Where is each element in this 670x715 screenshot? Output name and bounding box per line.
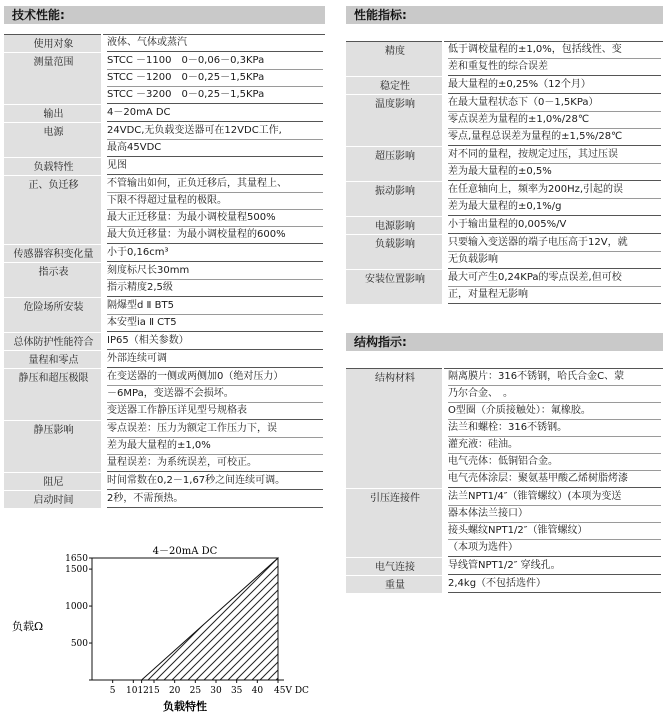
- technical-performance-section: [4, 6, 325, 509]
- spec-value-line: IP65（相关参数）: [107, 333, 323, 350]
- spec-row: [346, 558, 663, 576]
- spec-value-line: （本项为选件）: [448, 540, 661, 557]
- spec-value-line: 灌充液：硅油。: [448, 437, 661, 454]
- spec-label: 传感器容积变化量: [4, 245, 102, 263]
- spec-row: [4, 158, 325, 176]
- spec-value-line: 法兰和螺栓：316不锈钢。: [448, 420, 661, 437]
- spec-value-line: 4－20mA DC: [107, 105, 323, 122]
- spec-row: [346, 235, 663, 270]
- spec-row: [4, 298, 325, 333]
- spec-row: [4, 263, 325, 298]
- performance-index-title: 性能指标:: [346, 6, 663, 24]
- spec-row: [4, 53, 325, 105]
- spec-label: 指示表: [4, 263, 102, 298]
- x-tick-label: 25: [189, 686, 202, 696]
- spec-value-line: 对不同的量程，按规定过压，其过压误: [448, 147, 661, 164]
- technical-performance-table: [4, 34, 325, 509]
- spec-value-line: 2,4kg（不包括选件）: [448, 576, 661, 593]
- spec-row: [346, 489, 663, 558]
- spec-label: 电源影响: [346, 217, 443, 235]
- spec-value-line: 电气壳体：低铜铝合金。: [448, 454, 661, 471]
- y-tick-label: 1500: [65, 565, 88, 576]
- spec-value: [102, 35, 325, 53]
- spec-label: 重量: [346, 576, 443, 594]
- spec-value-line: 小于0,16cm³: [107, 245, 323, 262]
- chart-title: 4－20mA DC: [152, 546, 218, 557]
- spec-row: [4, 123, 325, 158]
- y-tick-label: 1000: [65, 602, 88, 613]
- spec-value-line: 在变送器的一侧或两侧加0（绝对压力）: [107, 369, 323, 386]
- spec-value-line: 小于输出量程的0,005%/V: [448, 217, 661, 234]
- spec-value-line: 隔爆型d Ⅱ BT5: [107, 298, 323, 315]
- spec-value: [443, 95, 663, 147]
- spec-value-line: 在最大量程状态下（0－1,5KPa）: [448, 95, 661, 112]
- spec-value-line: 时间常数在0,2－1,67秒之间连续可调。: [107, 473, 323, 490]
- spec-row: [4, 421, 325, 473]
- spec-value-line: 差为最大量程的±0,1%/g: [448, 199, 661, 216]
- x-axis-label: 负载特性: [163, 700, 207, 713]
- spec-value-line: 只要输入变送器的端子电压高于12V，就: [448, 235, 661, 252]
- spec-value: [443, 235, 663, 270]
- spec-value-line: 零点误差为量程的±1,0%/28℃: [448, 112, 661, 129]
- spec-label: 电气连接: [346, 558, 443, 576]
- technical-performance-title: 技术性能:: [4, 6, 325, 24]
- spec-value: [443, 42, 663, 77]
- spec-value: [102, 176, 325, 245]
- x-tick-label: 1012: [126, 686, 149, 696]
- x-tick-label: 40: [251, 686, 264, 696]
- spec-value-line: 最大正迁移量：为最小调校量程500%: [107, 210, 323, 227]
- spec-value-line: 刻度标尺长30mm: [107, 263, 323, 280]
- spec-value-line: 不管输出如何，正负迁移后，其量程上、: [107, 176, 323, 193]
- structure-table: [346, 368, 663, 594]
- spec-value-line: 乃尔合金、 。: [448, 386, 661, 403]
- spec-row: [4, 369, 325, 421]
- spec-value: [443, 270, 663, 305]
- performance-index-section: [346, 6, 663, 305]
- spec-value-line: 最高45VDC: [107, 140, 323, 157]
- spec-value: [443, 147, 663, 182]
- spec-value-line: 最大量程的±0,25%（12个月）: [448, 77, 661, 94]
- spec-row: [346, 95, 663, 147]
- spec-value-line: 器本体法兰接口）: [448, 506, 661, 523]
- spec-label: 结构材料: [346, 369, 443, 489]
- spec-row: [4, 35, 325, 53]
- spec-value-line: 2秒，不需预热。: [107, 491, 323, 508]
- spec-value: [443, 489, 663, 558]
- spec-value: [102, 421, 325, 473]
- x-tick-label: 35: [230, 686, 243, 696]
- spec-label: 精度: [346, 42, 443, 77]
- spec-row: [4, 333, 325, 351]
- spec-value: [102, 351, 325, 369]
- spec-value-line: 零点,量程总误差为量程的±1,5%/28℃: [448, 129, 661, 146]
- spec-row: [346, 147, 663, 182]
- spec-label: 正、负迁移: [4, 176, 102, 245]
- spec-value: [443, 182, 663, 217]
- spec-value-line: 量程误差：为系统误差，可校正。: [107, 455, 323, 472]
- spec-value-line: 接头螺纹NPT1/2″（锥管螺纹）: [448, 523, 661, 540]
- spec-value: [443, 217, 663, 235]
- spec-value-line: －6MPa，变送器不会损坏。: [107, 386, 323, 403]
- structure-title: 结构指示:: [346, 333, 663, 351]
- spec-row: [346, 217, 663, 235]
- spec-value: [102, 263, 325, 298]
- spec-label: 阻尼: [4, 473, 102, 491]
- operating-region: [142, 558, 278, 680]
- spec-label: 危险场所安装: [4, 298, 102, 333]
- spec-row: [4, 176, 325, 245]
- spec-value-line: 无负载影响: [448, 252, 661, 269]
- spec-value-line: 本安型ia Ⅱ CT5: [107, 315, 323, 332]
- x-tick-label: 30: [210, 686, 222, 696]
- spec-value: [443, 369, 663, 489]
- spec-value-line: 零点误差：压力为额定工作压力下，误: [107, 421, 323, 438]
- x-tick-label: 5: [109, 686, 116, 696]
- spec-value-line: 指示精度2,5级: [107, 280, 323, 297]
- spec-value: [102, 473, 325, 491]
- spec-value-line: STCC －1200 0－0,25－1,5KPa: [107, 70, 323, 87]
- spec-label: 量程和零点: [4, 351, 102, 369]
- spec-value: [102, 123, 325, 158]
- spec-value: [102, 298, 325, 333]
- spec-value-line: 正，对量程无影响: [448, 287, 661, 304]
- load-characteristic-chart: [0, 540, 330, 715]
- spec-value-line: 最大负迁移量：为最小调校量程的600%: [107, 227, 323, 244]
- structure-section: [346, 333, 663, 594]
- spec-value: [102, 105, 325, 123]
- right-column: [346, 6, 663, 594]
- spec-label: 温度影响: [346, 95, 443, 147]
- x-tick-label: 45V DC: [274, 686, 309, 696]
- spec-value: [443, 576, 663, 594]
- spec-value-line: 法兰NPT1/4″（锥管螺纹）(本项为变送: [448, 489, 661, 506]
- spec-label: 振动影响: [346, 182, 443, 217]
- spec-value-line: 下限不得超过量程的极限。: [107, 193, 323, 210]
- spec-value-line: 见图: [107, 158, 323, 175]
- spec-value: [443, 77, 663, 95]
- spec-label: 安装位置影响: [346, 270, 443, 305]
- spec-value: [102, 53, 325, 105]
- spec-row: [4, 105, 325, 123]
- spec-value-line: 差和重复性的综合误差: [448, 59, 661, 76]
- spec-value-line: 低于调校量程的±1,0%，包括线性、变: [448, 42, 661, 59]
- spec-value-line: 电气壳体涂层：聚氨基甲酸乙烯树脂烤漆: [448, 471, 661, 488]
- spec-value-line: STCC －1100 0－0,06－0,3KPa: [107, 53, 323, 70]
- spec-row: [346, 270, 663, 305]
- spec-label: 总体防护性能符合: [4, 333, 102, 351]
- spec-label: 静压影响: [4, 421, 102, 473]
- spec-value-line: 导线管NPT1/2″ 穿线孔。: [448, 558, 661, 575]
- performance-index-table: [346, 41, 663, 305]
- spec-row: [346, 576, 663, 594]
- spec-label: 引压连接件: [346, 489, 443, 558]
- spec-value-line: 外部连续可调: [107, 351, 323, 368]
- spec-row: [4, 351, 325, 369]
- spec-row: [346, 369, 663, 489]
- spec-value-line: 隔离膜片：316不锈钢，哈氏合金C、蒙: [448, 369, 661, 386]
- spec-label: 负载特性: [4, 158, 102, 176]
- spec-value-line: STCC －3200 0－0,25－1,5KPa: [107, 87, 323, 104]
- spec-value-line: 在任意轴向上，频率为200Hz,引起的误: [448, 182, 661, 199]
- spec-value: [102, 491, 325, 509]
- x-tick-label: 20: [168, 686, 181, 696]
- spec-row: [346, 77, 663, 95]
- spec-row: [4, 473, 325, 491]
- spec-value-line: 变送器工作静压详见型号规格表: [107, 403, 323, 420]
- y-axis-label: 负载Ω: [12, 620, 44, 633]
- spec-label: 静压和超压极限: [4, 369, 102, 421]
- spec-label: 稳定性: [346, 77, 443, 95]
- spec-value-line: 24VDC,无负载变送器可在12VDC工作,: [107, 123, 323, 140]
- x-tick-label: 15: [148, 686, 160, 696]
- spec-value: [102, 158, 325, 176]
- spec-value-line: 差为最大量程的±1,0%: [107, 438, 323, 455]
- spec-value-line: O型圈（介质接触处）：氟橡胶。: [448, 403, 661, 420]
- spec-row: [346, 182, 663, 217]
- spec-value: [102, 369, 325, 421]
- spec-value-line: 差为最大量程的±0,5%: [448, 164, 661, 181]
- spec-label: 超压影响: [346, 147, 443, 182]
- spec-label: 负载影响: [346, 235, 443, 270]
- spec-label: 启动时间: [4, 491, 102, 509]
- y-tick-label: 500: [70, 639, 88, 650]
- spec-value: [102, 245, 325, 263]
- y-tick-label: 1650: [65, 554, 88, 564]
- spec-value: [102, 333, 325, 351]
- spec-label: 输出: [4, 105, 102, 123]
- spec-label: 电源: [4, 123, 102, 158]
- spec-row: [346, 42, 663, 77]
- spec-label: 使用对象: [4, 35, 102, 53]
- spec-value: [443, 558, 663, 576]
- spec-row: [4, 245, 325, 263]
- spec-row: [4, 491, 325, 509]
- spec-label: 测量范围: [4, 53, 102, 105]
- spec-value-line: 液体、气体或蒸汽: [107, 35, 323, 52]
- spec-value-line: 最大可产生0,24KPa的零点误差,但可校: [448, 270, 661, 287]
